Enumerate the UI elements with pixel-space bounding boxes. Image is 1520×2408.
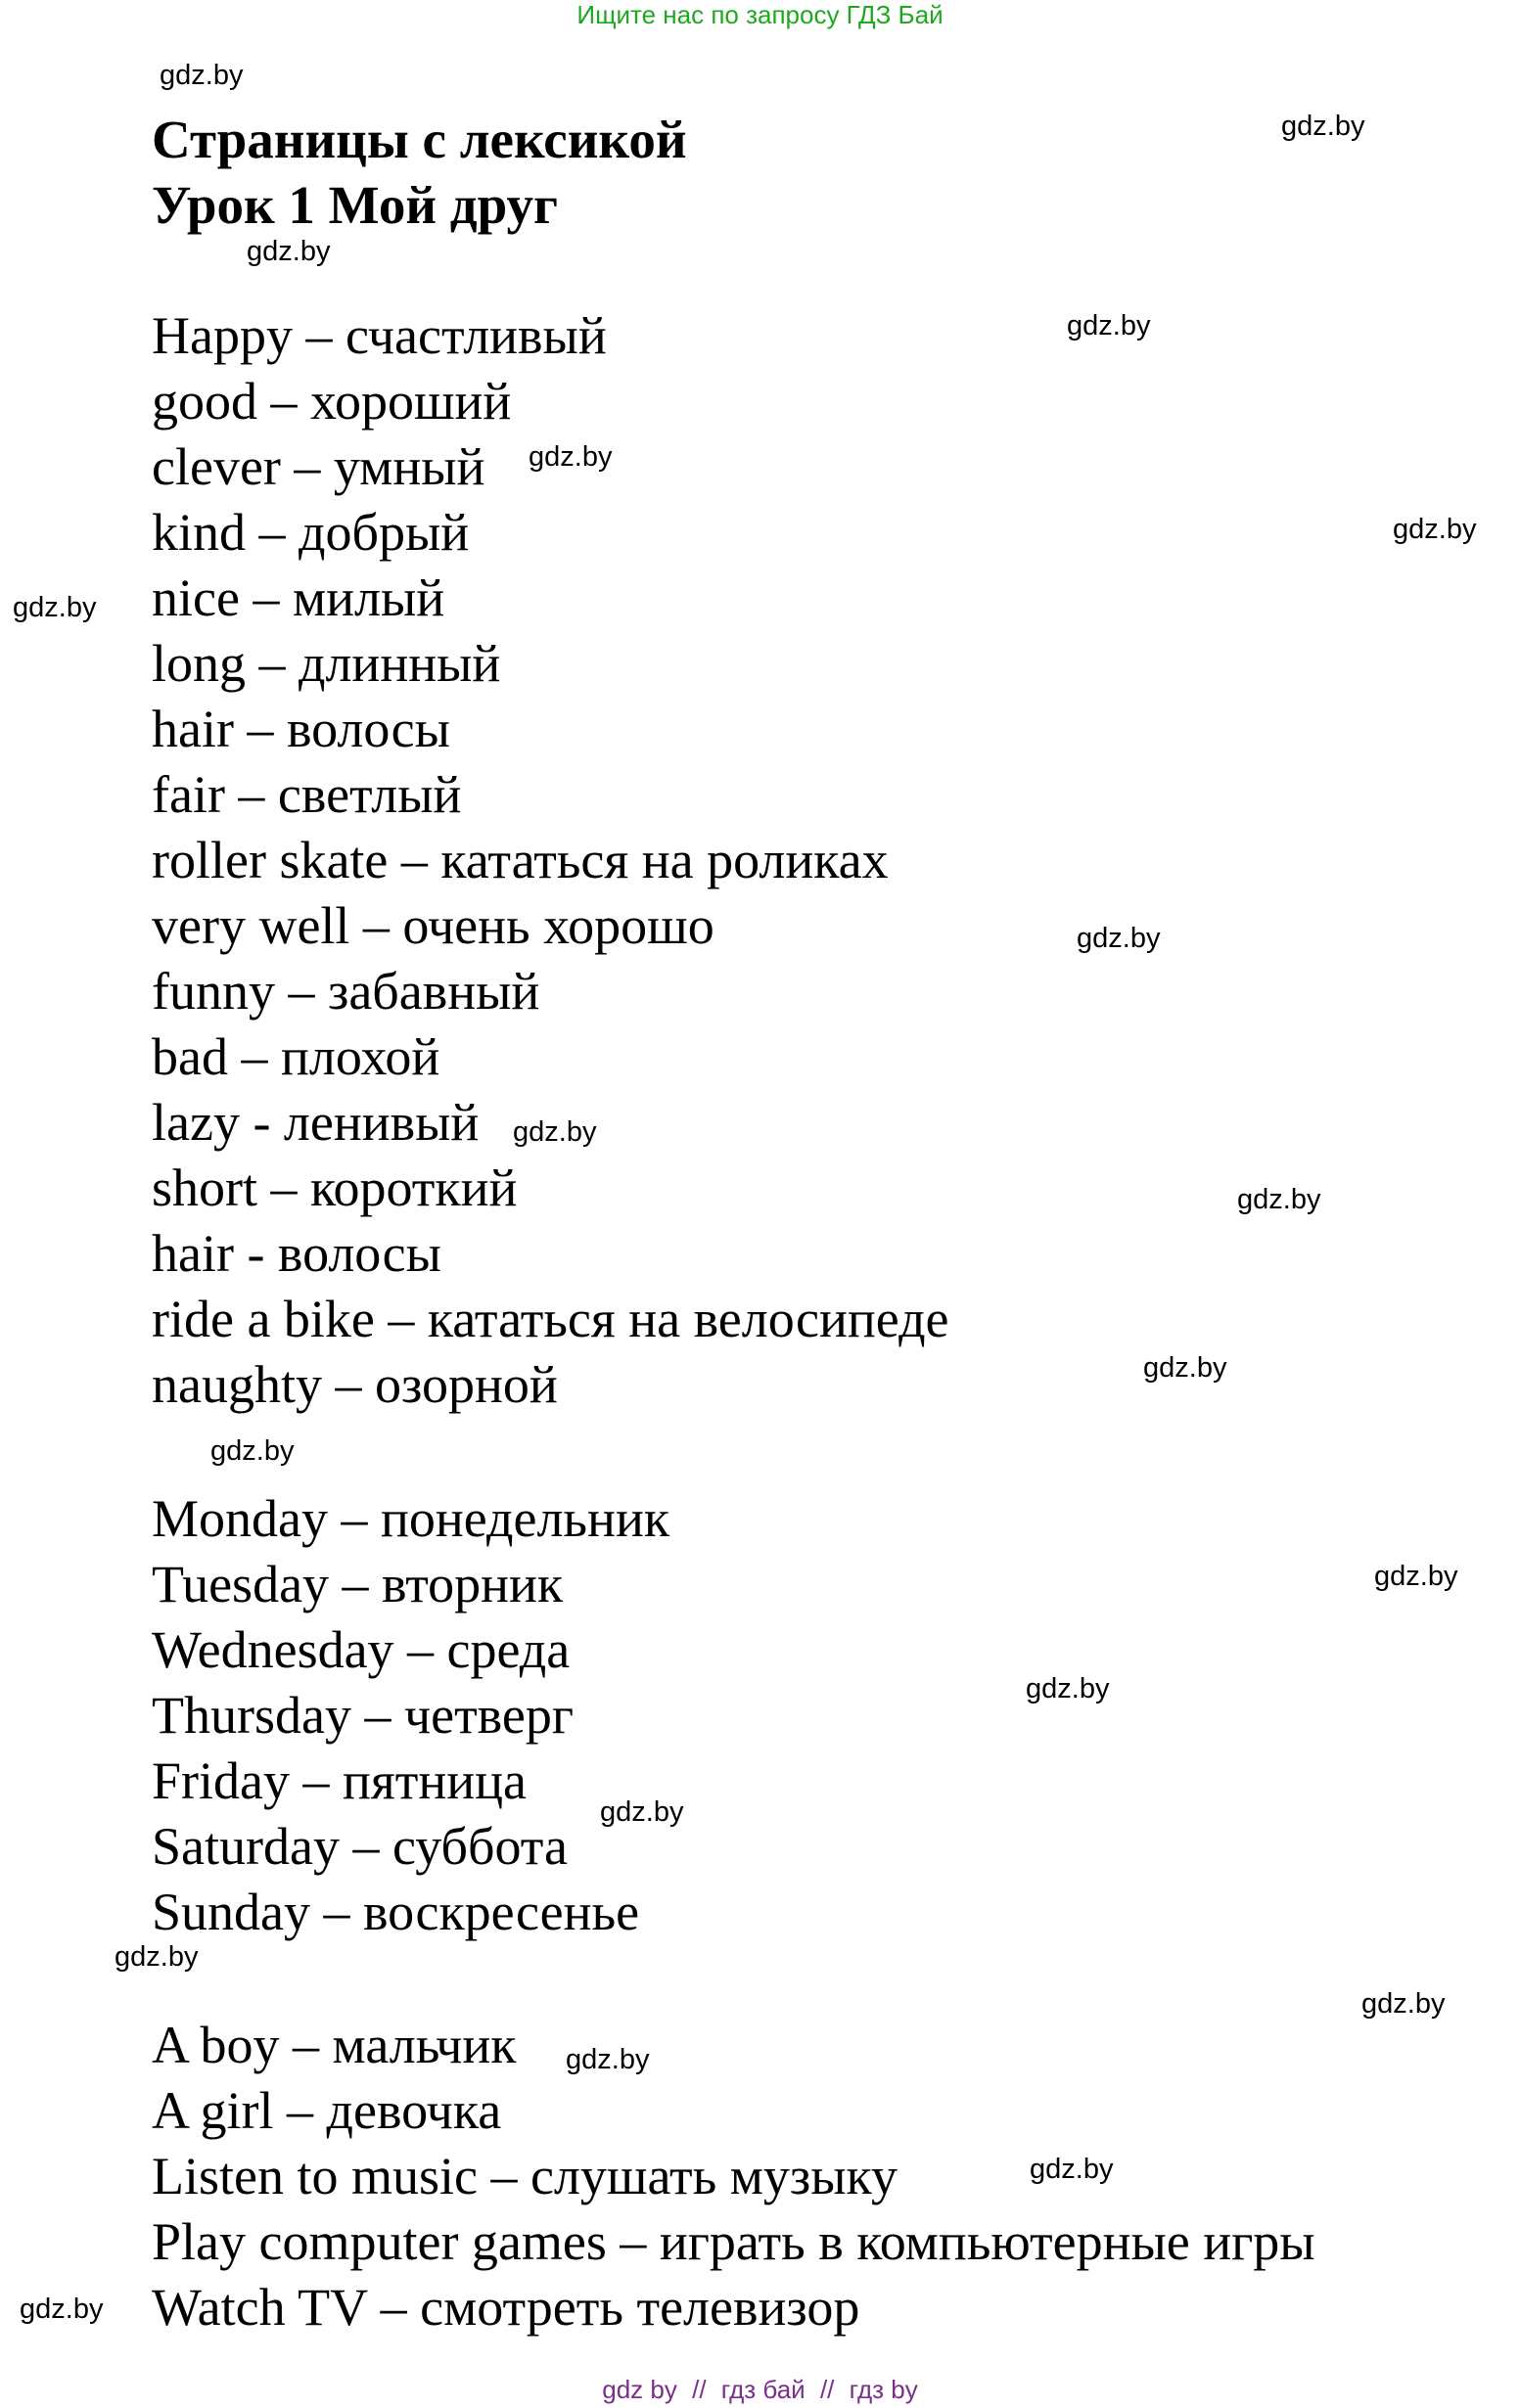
- watermark: gdz.by: [1077, 923, 1161, 954]
- vocab-item: long – длинный: [152, 634, 501, 693]
- vocab-item: fair – светлый: [152, 765, 462, 824]
- vocab-item: hair – волосы: [152, 700, 450, 758]
- watermark: gdz.by: [1030, 2154, 1114, 2185]
- footer-links: [0, 2375, 1520, 2404]
- lesson-title: Урок 1 Мой друг: [152, 175, 558, 235]
- watermark: gdz.by: [1374, 1561, 1458, 1592]
- watermark: gdz.by: [600, 1796, 684, 1828]
- watermark: gdz.by: [115, 1941, 199, 1973]
- watermark: gdz.by: [1281, 111, 1365, 142]
- vocab-item: hair - волосы: [152, 1224, 441, 1283]
- vocab-item: Happy – счастливый: [152, 306, 607, 365]
- footer-separator: //: [692, 2375, 707, 2404]
- footer-separator: //: [819, 2375, 835, 2404]
- vocab-item: Friday – пятница: [152, 1751, 527, 1810]
- vocab-item: short – короткий: [152, 1159, 518, 1217]
- watermark: gdz.by: [210, 1435, 295, 1467]
- watermark: gdz.by: [1026, 1673, 1110, 1704]
- vocab-item: lazy - ленивый: [152, 1093, 480, 1152]
- watermark: gdz.by: [513, 1116, 597, 1148]
- watermark: gdz.by: [20, 2294, 104, 2325]
- vocab-item: very well – очень хорошо: [152, 896, 714, 955]
- vocab-item: Monday – понедельник: [152, 1489, 670, 1548]
- vocab-item: Wednesday – среда: [152, 1620, 571, 1679]
- vocab-item: Play computer games – играть в компьютерные игры: [152, 2212, 1315, 2271]
- footer-link-gdz-by[interactable]: gdz by: [602, 2375, 677, 2404]
- watermark: gdz.by: [1393, 514, 1477, 545]
- vocab-item: Sunday – воскресенье: [152, 1883, 640, 1941]
- vocab-item: kind – добрый: [152, 503, 470, 562]
- vocab-item: A girl – девочка: [152, 2081, 502, 2140]
- watermark: gdz.by: [529, 441, 613, 473]
- watermark: gdz.by: [1067, 310, 1151, 341]
- vocab-item: Thursday – четверг: [152, 1686, 574, 1745]
- vocab-item: roller skate – кататься на роликах: [152, 831, 889, 889]
- page-title: Страницы с лексикой: [152, 110, 687, 169]
- vocab-item: clever – умный: [152, 437, 485, 496]
- footer-link-gdz-by-cyr[interactable]: гдз by: [849, 2375, 918, 2404]
- vocab-item: naughty – озорной: [152, 1355, 558, 1414]
- vocab-item: nice – милый: [152, 568, 445, 627]
- watermark: gdz.by: [13, 592, 97, 623]
- top-banner: Ищите нас по запросу ГДЗ Бай: [576, 0, 944, 29]
- vocab-item: bad – плохой: [152, 1027, 440, 1086]
- vocab-item: funny – забавный: [152, 962, 540, 1021]
- watermark: gdz.by: [247, 236, 331, 267]
- watermark: gdz.by: [1361, 1988, 1446, 2020]
- vocab-item: A boy – мальчик: [152, 2016, 517, 2074]
- vocab-item: Listen to music – слушать музыку: [152, 2147, 898, 2205]
- footer-link-gdz-bai[interactable]: гдз бай: [720, 2375, 806, 2404]
- watermark: gdz.by: [1237, 1184, 1321, 1215]
- watermark: gdz.by: [1143, 1352, 1227, 1384]
- vocab-item: ride a bike – кататься на велосипеде: [152, 1290, 949, 1348]
- vocab-item: Watch TV – смотреть телевизор: [152, 2278, 860, 2337]
- watermark: gdz.by: [160, 60, 244, 91]
- watermark: gdz.by: [566, 2044, 650, 2075]
- vocab-item: Tuesday – вторник: [152, 1555, 564, 1613]
- vocab-item: good – хороший: [152, 372, 512, 431]
- vocab-item: Saturday – суббота: [152, 1817, 568, 1876]
